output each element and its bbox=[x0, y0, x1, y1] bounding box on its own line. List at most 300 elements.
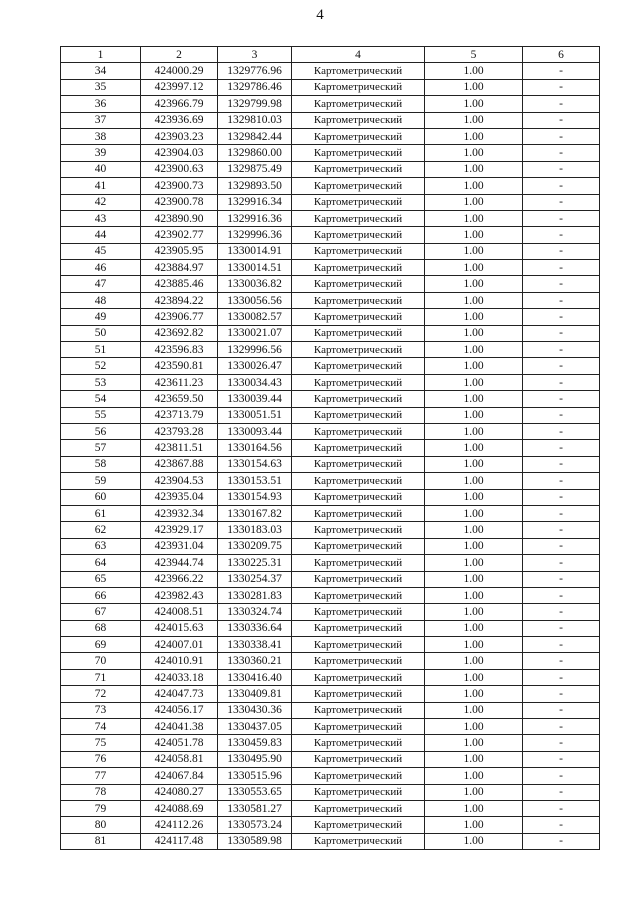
point-number-cell: 59 bbox=[61, 473, 141, 489]
method-cell: Картометрический bbox=[292, 112, 425, 128]
method-cell: Картометрический bbox=[292, 161, 425, 177]
accuracy-cell: 1.00 bbox=[425, 112, 523, 128]
column-header: 5 bbox=[425, 47, 523, 63]
point-number-cell: 66 bbox=[61, 587, 141, 603]
method-cell: Картометрический bbox=[292, 637, 425, 653]
point-number-cell: 34 bbox=[61, 63, 141, 79]
method-cell: Картометрический bbox=[292, 391, 425, 407]
y-coordinate-cell: 1330495.90 bbox=[218, 751, 292, 767]
accuracy-cell: 1.00 bbox=[425, 555, 523, 571]
x-coordinate-cell: 424000.29 bbox=[141, 63, 218, 79]
point-number-cell: 71 bbox=[61, 669, 141, 685]
method-cell: Картометрический bbox=[292, 817, 425, 833]
y-coordinate-cell: 1330225.31 bbox=[218, 555, 292, 571]
point-number-cell: 57 bbox=[61, 440, 141, 456]
method-cell: Картометрический bbox=[292, 128, 425, 144]
table-header-row bbox=[61, 47, 600, 63]
accuracy-cell: 1.00 bbox=[425, 735, 523, 751]
method-cell: Картометрический bbox=[292, 604, 425, 620]
x-coordinate-cell: 423997.12 bbox=[141, 79, 218, 95]
x-coordinate-cell: 423713.79 bbox=[141, 407, 218, 423]
y-coordinate-cell: 1330056.56 bbox=[218, 292, 292, 308]
method-cell: Картометрический bbox=[292, 194, 425, 210]
point-number-cell: 60 bbox=[61, 489, 141, 505]
x-coordinate-cell: 423929.17 bbox=[141, 522, 218, 538]
y-coordinate-cell: 1330281.83 bbox=[218, 587, 292, 603]
x-coordinate-cell: 424088.69 bbox=[141, 800, 218, 816]
table-row bbox=[61, 374, 600, 390]
method-cell: Картометрический bbox=[292, 505, 425, 521]
table-row bbox=[61, 63, 600, 79]
accuracy-cell: 1.00 bbox=[425, 79, 523, 95]
note-cell: - bbox=[523, 538, 600, 554]
coordinates-table-body bbox=[61, 47, 600, 850]
table-row bbox=[61, 620, 600, 636]
note-cell: - bbox=[523, 653, 600, 669]
note-cell: - bbox=[523, 637, 600, 653]
table-row bbox=[61, 522, 600, 538]
note-cell: - bbox=[523, 620, 600, 636]
method-cell: Картометрический bbox=[292, 63, 425, 79]
y-coordinate-cell: 1330409.81 bbox=[218, 686, 292, 702]
method-cell: Картометрический bbox=[292, 686, 425, 702]
table-row bbox=[61, 686, 600, 702]
method-cell: Картометрический bbox=[292, 407, 425, 423]
method-cell: Картометрический bbox=[292, 653, 425, 669]
accuracy-cell: 1.00 bbox=[425, 800, 523, 816]
x-coordinate-cell: 424067.84 bbox=[141, 768, 218, 784]
note-cell: - bbox=[523, 227, 600, 243]
accuracy-cell: 1.00 bbox=[425, 489, 523, 505]
table-row bbox=[61, 587, 600, 603]
column-header: 1 bbox=[61, 47, 141, 63]
accuracy-cell: 1.00 bbox=[425, 669, 523, 685]
note-cell: - bbox=[523, 145, 600, 161]
x-coordinate-cell: 423659.50 bbox=[141, 391, 218, 407]
x-coordinate-cell: 423931.04 bbox=[141, 538, 218, 554]
point-number-cell: 51 bbox=[61, 342, 141, 358]
table-row bbox=[61, 178, 600, 194]
method-cell: Картометрический bbox=[292, 79, 425, 95]
note-cell: - bbox=[523, 669, 600, 685]
y-coordinate-cell: 1330014.91 bbox=[218, 243, 292, 259]
table-row bbox=[61, 358, 600, 374]
x-coordinate-cell: 423982.43 bbox=[141, 587, 218, 603]
y-coordinate-cell: 1330036.82 bbox=[218, 276, 292, 292]
note-cell: - bbox=[523, 194, 600, 210]
point-number-cell: 53 bbox=[61, 374, 141, 390]
table-row bbox=[61, 112, 600, 128]
note-cell: - bbox=[523, 440, 600, 456]
table-row bbox=[61, 96, 600, 112]
y-coordinate-cell: 1330581.27 bbox=[218, 800, 292, 816]
table-row bbox=[61, 604, 600, 620]
accuracy-cell: 1.00 bbox=[425, 309, 523, 325]
y-coordinate-cell: 1330093.44 bbox=[218, 423, 292, 439]
y-coordinate-cell: 1330014.51 bbox=[218, 260, 292, 276]
accuracy-cell: 1.00 bbox=[425, 374, 523, 390]
y-coordinate-cell: 1330021.07 bbox=[218, 325, 292, 341]
note-cell: - bbox=[523, 243, 600, 259]
point-number-cell: 65 bbox=[61, 571, 141, 587]
x-coordinate-cell: 424047.73 bbox=[141, 686, 218, 702]
table-row bbox=[61, 292, 600, 308]
point-number-cell: 64 bbox=[61, 555, 141, 571]
table-row bbox=[61, 571, 600, 587]
note-cell: - bbox=[523, 96, 600, 112]
x-coordinate-cell: 423692.82 bbox=[141, 325, 218, 341]
note-cell: - bbox=[523, 735, 600, 751]
accuracy-cell: 1.00 bbox=[425, 817, 523, 833]
table-row bbox=[61, 784, 600, 800]
method-cell: Картометрический bbox=[292, 751, 425, 767]
accuracy-cell: 1.00 bbox=[425, 145, 523, 161]
note-cell: - bbox=[523, 358, 600, 374]
column-header: 4 bbox=[292, 47, 425, 63]
x-coordinate-cell: 423884.97 bbox=[141, 260, 218, 276]
note-cell: - bbox=[523, 79, 600, 95]
method-cell: Картометрический bbox=[292, 702, 425, 718]
method-cell: Картометрический bbox=[292, 473, 425, 489]
note-cell: - bbox=[523, 800, 600, 816]
accuracy-cell: 1.00 bbox=[425, 784, 523, 800]
note-cell: - bbox=[523, 276, 600, 292]
note-cell: - bbox=[523, 292, 600, 308]
point-number-cell: 44 bbox=[61, 227, 141, 243]
y-coordinate-cell: 1329810.03 bbox=[218, 112, 292, 128]
table-row bbox=[61, 456, 600, 472]
table-row bbox=[61, 637, 600, 653]
accuracy-cell: 1.00 bbox=[425, 604, 523, 620]
y-coordinate-cell: 1329916.34 bbox=[218, 194, 292, 210]
accuracy-cell: 1.00 bbox=[425, 686, 523, 702]
point-number-cell: 61 bbox=[61, 505, 141, 521]
method-cell: Картометрический bbox=[292, 145, 425, 161]
note-cell: - bbox=[523, 407, 600, 423]
page-number: 4 bbox=[316, 7, 324, 23]
table-row bbox=[61, 800, 600, 816]
y-coordinate-cell: 1330430.36 bbox=[218, 702, 292, 718]
y-coordinate-cell: 1330167.82 bbox=[218, 505, 292, 521]
point-number-cell: 73 bbox=[61, 702, 141, 718]
y-coordinate-cell: 1330164.56 bbox=[218, 440, 292, 456]
method-cell: Картометрический bbox=[292, 800, 425, 816]
point-number-cell: 68 bbox=[61, 620, 141, 636]
method-cell: Картометрический bbox=[292, 292, 425, 308]
method-cell: Картометрический bbox=[292, 784, 425, 800]
note-cell: - bbox=[523, 751, 600, 767]
point-number-cell: 39 bbox=[61, 145, 141, 161]
accuracy-cell: 1.00 bbox=[425, 587, 523, 603]
point-number-cell: 36 bbox=[61, 96, 141, 112]
accuracy-cell: 1.00 bbox=[425, 276, 523, 292]
y-coordinate-cell: 1330338.41 bbox=[218, 637, 292, 653]
x-coordinate-cell: 424117.48 bbox=[141, 833, 218, 849]
point-number-cell: 63 bbox=[61, 538, 141, 554]
accuracy-cell: 1.00 bbox=[425, 178, 523, 194]
accuracy-cell: 1.00 bbox=[425, 768, 523, 784]
point-number-cell: 75 bbox=[61, 735, 141, 751]
x-coordinate-cell: 423793.28 bbox=[141, 423, 218, 439]
x-coordinate-cell: 423905.95 bbox=[141, 243, 218, 259]
x-coordinate-cell: 423966.79 bbox=[141, 96, 218, 112]
point-number-cell: 76 bbox=[61, 751, 141, 767]
y-coordinate-cell: 1329996.56 bbox=[218, 342, 292, 358]
x-coordinate-cell: 423903.23 bbox=[141, 128, 218, 144]
y-coordinate-cell: 1330324.74 bbox=[218, 604, 292, 620]
note-cell: - bbox=[523, 456, 600, 472]
x-coordinate-cell: 424080.27 bbox=[141, 784, 218, 800]
x-coordinate-cell: 423596.83 bbox=[141, 342, 218, 358]
point-number-cell: 67 bbox=[61, 604, 141, 620]
point-number-cell: 46 bbox=[61, 260, 141, 276]
note-cell: - bbox=[523, 719, 600, 735]
accuracy-cell: 1.00 bbox=[425, 260, 523, 276]
note-cell: - bbox=[523, 473, 600, 489]
note-cell: - bbox=[523, 63, 600, 79]
note-cell: - bbox=[523, 325, 600, 341]
table-row bbox=[61, 489, 600, 505]
method-cell: Картометрический bbox=[292, 571, 425, 587]
note-cell: - bbox=[523, 505, 600, 521]
point-number-cell: 78 bbox=[61, 784, 141, 800]
point-number-cell: 54 bbox=[61, 391, 141, 407]
x-coordinate-cell: 423590.81 bbox=[141, 358, 218, 374]
method-cell: Картометрический bbox=[292, 538, 425, 554]
table-row bbox=[61, 325, 600, 341]
table-row bbox=[61, 735, 600, 751]
table-row bbox=[61, 817, 600, 833]
note-cell: - bbox=[523, 210, 600, 226]
accuracy-cell: 1.00 bbox=[425, 63, 523, 79]
x-coordinate-cell: 423894.22 bbox=[141, 292, 218, 308]
point-number-cell: 52 bbox=[61, 358, 141, 374]
method-cell: Картометрический bbox=[292, 456, 425, 472]
y-coordinate-cell: 1330515.96 bbox=[218, 768, 292, 784]
note-cell: - bbox=[523, 768, 600, 784]
note-cell: - bbox=[523, 423, 600, 439]
accuracy-cell: 1.00 bbox=[425, 751, 523, 767]
point-number-cell: 56 bbox=[61, 423, 141, 439]
point-number-cell: 38 bbox=[61, 128, 141, 144]
method-cell: Картометрический bbox=[292, 276, 425, 292]
accuracy-cell: 1.00 bbox=[425, 243, 523, 259]
method-cell: Картометрический bbox=[292, 768, 425, 784]
y-coordinate-cell: 1330051.51 bbox=[218, 407, 292, 423]
point-number-cell: 35 bbox=[61, 79, 141, 95]
table-row bbox=[61, 423, 600, 439]
table-row bbox=[61, 669, 600, 685]
y-coordinate-cell: 1330553.65 bbox=[218, 784, 292, 800]
point-number-cell: 40 bbox=[61, 161, 141, 177]
table-row bbox=[61, 309, 600, 325]
point-number-cell: 62 bbox=[61, 522, 141, 538]
note-cell: - bbox=[523, 784, 600, 800]
method-cell: Картометрический bbox=[292, 489, 425, 505]
accuracy-cell: 1.00 bbox=[425, 423, 523, 439]
accuracy-cell: 1.00 bbox=[425, 833, 523, 849]
x-coordinate-cell: 423935.04 bbox=[141, 489, 218, 505]
y-coordinate-cell: 1329799.98 bbox=[218, 96, 292, 112]
point-number-cell: 72 bbox=[61, 686, 141, 702]
accuracy-cell: 1.00 bbox=[425, 702, 523, 718]
column-header: 6 bbox=[523, 47, 600, 63]
method-cell: Картометрический bbox=[292, 522, 425, 538]
y-coordinate-cell: 1329786.46 bbox=[218, 79, 292, 95]
table-row bbox=[61, 768, 600, 784]
x-coordinate-cell: 424041.38 bbox=[141, 719, 218, 735]
accuracy-cell: 1.00 bbox=[425, 719, 523, 735]
y-coordinate-cell: 1330360.21 bbox=[218, 653, 292, 669]
x-coordinate-cell: 424051.78 bbox=[141, 735, 218, 751]
x-coordinate-cell: 423906.77 bbox=[141, 309, 218, 325]
point-number-cell: 37 bbox=[61, 112, 141, 128]
x-coordinate-cell: 423966.22 bbox=[141, 571, 218, 587]
note-cell: - bbox=[523, 555, 600, 571]
table-row bbox=[61, 538, 600, 554]
y-coordinate-cell: 1330336.64 bbox=[218, 620, 292, 636]
point-number-cell: 42 bbox=[61, 194, 141, 210]
y-coordinate-cell: 1330154.93 bbox=[218, 489, 292, 505]
accuracy-cell: 1.00 bbox=[425, 538, 523, 554]
x-coordinate-cell: 424033.18 bbox=[141, 669, 218, 685]
method-cell: Картометрический bbox=[292, 178, 425, 194]
point-number-cell: 49 bbox=[61, 309, 141, 325]
accuracy-cell: 1.00 bbox=[425, 505, 523, 521]
table-row bbox=[61, 342, 600, 358]
note-cell: - bbox=[523, 571, 600, 587]
accuracy-cell: 1.00 bbox=[425, 194, 523, 210]
y-coordinate-cell: 1330183.03 bbox=[218, 522, 292, 538]
accuracy-cell: 1.00 bbox=[425, 637, 523, 653]
table-row bbox=[61, 440, 600, 456]
table-row bbox=[61, 555, 600, 571]
method-cell: Картометрический bbox=[292, 735, 425, 751]
x-coordinate-cell: 423900.63 bbox=[141, 161, 218, 177]
table-row bbox=[61, 702, 600, 718]
accuracy-cell: 1.00 bbox=[425, 407, 523, 423]
point-number-cell: 48 bbox=[61, 292, 141, 308]
accuracy-cell: 1.00 bbox=[425, 161, 523, 177]
table-row bbox=[61, 751, 600, 767]
point-number-cell: 81 bbox=[61, 833, 141, 849]
point-number-cell: 69 bbox=[61, 637, 141, 653]
point-number-cell: 50 bbox=[61, 325, 141, 341]
table-row bbox=[61, 243, 600, 259]
y-coordinate-cell: 1329893.50 bbox=[218, 178, 292, 194]
table-row bbox=[61, 407, 600, 423]
accuracy-cell: 1.00 bbox=[425, 325, 523, 341]
accuracy-cell: 1.00 bbox=[425, 358, 523, 374]
y-coordinate-cell: 1329875.49 bbox=[218, 161, 292, 177]
x-coordinate-cell: 423611.23 bbox=[141, 374, 218, 390]
y-coordinate-cell: 1330254.37 bbox=[218, 571, 292, 587]
x-coordinate-cell: 424015.63 bbox=[141, 620, 218, 636]
method-cell: Картометрический bbox=[292, 620, 425, 636]
point-number-cell: 58 bbox=[61, 456, 141, 472]
point-number-cell: 45 bbox=[61, 243, 141, 259]
y-coordinate-cell: 1330573.24 bbox=[218, 817, 292, 833]
point-number-cell: 70 bbox=[61, 653, 141, 669]
method-cell: Картометрический bbox=[292, 374, 425, 390]
method-cell: Картометрический bbox=[292, 325, 425, 341]
table-row bbox=[61, 833, 600, 849]
accuracy-cell: 1.00 bbox=[425, 227, 523, 243]
table-row bbox=[61, 79, 600, 95]
note-cell: - bbox=[523, 604, 600, 620]
note-cell: - bbox=[523, 817, 600, 833]
accuracy-cell: 1.00 bbox=[425, 456, 523, 472]
point-number-cell: 47 bbox=[61, 276, 141, 292]
y-coordinate-cell: 1330034.43 bbox=[218, 374, 292, 390]
note-cell: - bbox=[523, 522, 600, 538]
table-row bbox=[61, 161, 600, 177]
x-coordinate-cell: 423890.90 bbox=[141, 210, 218, 226]
table-row bbox=[61, 194, 600, 210]
x-coordinate-cell: 423900.73 bbox=[141, 178, 218, 194]
point-number-cell: 55 bbox=[61, 407, 141, 423]
note-cell: - bbox=[523, 686, 600, 702]
y-coordinate-cell: 1330589.98 bbox=[218, 833, 292, 849]
x-coordinate-cell: 423811.51 bbox=[141, 440, 218, 456]
method-cell: Картометрический bbox=[292, 719, 425, 735]
table-row bbox=[61, 145, 600, 161]
accuracy-cell: 1.00 bbox=[425, 292, 523, 308]
y-coordinate-cell: 1330153.51 bbox=[218, 473, 292, 489]
note-cell: - bbox=[523, 702, 600, 718]
method-cell: Картометрический bbox=[292, 555, 425, 571]
x-coordinate-cell: 423944.74 bbox=[141, 555, 218, 571]
method-cell: Картометрический bbox=[292, 423, 425, 439]
accuracy-cell: 1.00 bbox=[425, 440, 523, 456]
method-cell: Картометрический bbox=[292, 669, 425, 685]
note-cell: - bbox=[523, 833, 600, 849]
x-coordinate-cell: 424112.26 bbox=[141, 817, 218, 833]
point-number-cell: 80 bbox=[61, 817, 141, 833]
accuracy-cell: 1.00 bbox=[425, 473, 523, 489]
method-cell: Картометрический bbox=[292, 260, 425, 276]
accuracy-cell: 1.00 bbox=[425, 571, 523, 587]
note-cell: - bbox=[523, 161, 600, 177]
table-row bbox=[61, 505, 600, 521]
method-cell: Картометрический bbox=[292, 342, 425, 358]
method-cell: Картометрический bbox=[292, 309, 425, 325]
table-row bbox=[61, 276, 600, 292]
y-coordinate-cell: 1330082.57 bbox=[218, 309, 292, 325]
point-number-cell: 74 bbox=[61, 719, 141, 735]
y-coordinate-cell: 1330459.83 bbox=[218, 735, 292, 751]
x-coordinate-cell: 423904.53 bbox=[141, 473, 218, 489]
accuracy-cell: 1.00 bbox=[425, 96, 523, 112]
y-coordinate-cell: 1330039.44 bbox=[218, 391, 292, 407]
note-cell: - bbox=[523, 342, 600, 358]
x-coordinate-cell: 424056.17 bbox=[141, 702, 218, 718]
y-coordinate-cell: 1329916.36 bbox=[218, 210, 292, 226]
x-coordinate-cell: 424008.51 bbox=[141, 604, 218, 620]
note-cell: - bbox=[523, 489, 600, 505]
table-row bbox=[61, 719, 600, 735]
y-coordinate-cell: 1329842.44 bbox=[218, 128, 292, 144]
y-coordinate-cell: 1330437.05 bbox=[218, 719, 292, 735]
y-coordinate-cell: 1330416.40 bbox=[218, 669, 292, 685]
accuracy-cell: 1.00 bbox=[425, 342, 523, 358]
accuracy-cell: 1.00 bbox=[425, 128, 523, 144]
table-row bbox=[61, 653, 600, 669]
x-coordinate-cell: 423936.69 bbox=[141, 112, 218, 128]
table-row bbox=[61, 260, 600, 276]
x-coordinate-cell: 423867.88 bbox=[141, 456, 218, 472]
method-cell: Картометрический bbox=[292, 833, 425, 849]
